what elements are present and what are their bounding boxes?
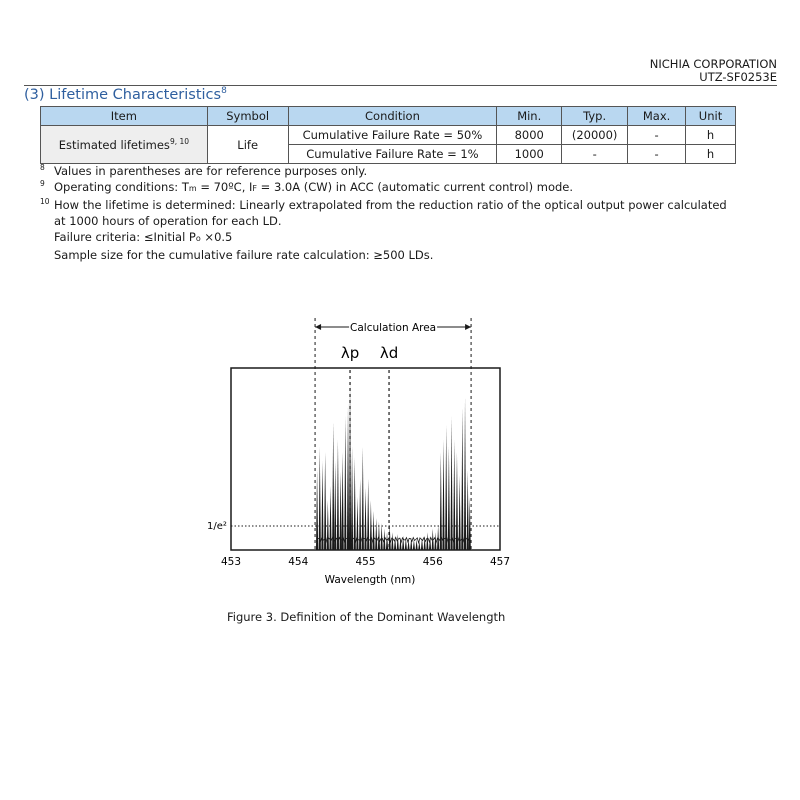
- footnote-text-start: Operating conditions: T: [54, 180, 189, 194]
- spectrum-peak: [442, 440, 444, 550]
- footnote-line-1: How the lifetime is determined: Linearly extrapolated from the reduction ratio of the optical output power calculated: [54, 198, 727, 212]
- spectrum-peak: [324, 452, 326, 550]
- footnote-text-end: = 3.0A (CW) in ACC (automatic current control) mode.: [257, 180, 574, 194]
- condition-cell: Cumulative Failure Rate = 1%: [288, 145, 497, 164]
- spectrum-peak: [351, 447, 353, 550]
- spectrum-peak: [356, 497, 358, 550]
- unit-cell: h: [686, 145, 736, 164]
- lambda-p-label: λp: [340, 344, 360, 362]
- x-tick-label: 456: [422, 556, 443, 568]
- col-header-unit: Unit: [686, 107, 736, 126]
- spectrum-peak: [386, 532, 388, 550]
- spectrum-peak: [347, 404, 349, 550]
- spectrum-peak: [469, 497, 471, 550]
- min-cell: 1000: [497, 145, 562, 164]
- spectrum-peak: [448, 447, 450, 550]
- spectrum-peak: [461, 408, 463, 550]
- col-header-item: Item: [41, 107, 208, 126]
- figure-caption: Figure 3. Definition of the Dominant Wavelength: [227, 610, 506, 624]
- footnote-text-mid: = 70ºC, I: [196, 180, 253, 194]
- company-name: NICHIA CORPORATION: [649, 57, 777, 71]
- footnote-number: 10: [40, 197, 50, 206]
- threshold-label: 1/e²: [207, 520, 227, 532]
- calc-area-arrowhead-right: [465, 324, 471, 330]
- symbol-cell: Life: [207, 126, 288, 164]
- x-axis-ticks: [221, 556, 510, 568]
- x-tick-label: 455: [355, 556, 376, 568]
- calc-area-arrowhead-left: [315, 324, 321, 330]
- spectrum-peak: [316, 470, 318, 550]
- x-tick-label: 453: [220, 556, 242, 568]
- spectrum-peak: [467, 470, 469, 550]
- footnote-line-2: at 1000 hours of operation for each LD.: [54, 214, 282, 228]
- footnote-number: 8: [40, 163, 45, 172]
- spectrum-peak: [453, 440, 455, 550]
- col-header-typ: Typ.: [562, 107, 628, 126]
- spectrum-peak: [381, 523, 383, 550]
- spectrum-peak: [370, 500, 372, 550]
- spectrum-peak: [426, 532, 428, 550]
- max-cell: -: [628, 145, 686, 164]
- spectrum-peak: [416, 539, 418, 550]
- condition-cell: Cumulative Failure Rate = 50%: [288, 126, 497, 145]
- max-cell: -: [628, 126, 686, 145]
- footnote-number: 9: [40, 179, 45, 188]
- spectrum-peak: [334, 461, 336, 550]
- sample-size-text: Sample size for the cumulative failure rate calculation: ≥500 LDs.: [54, 248, 434, 262]
- spectrum-peak: [337, 440, 339, 550]
- spectrum-peaks: [316, 381, 471, 550]
- spectrum-peak: [354, 457, 356, 550]
- spectrum-peak: [332, 422, 334, 550]
- x-tick-label: 454: [288, 556, 309, 568]
- spectrum-peak: [362, 447, 364, 550]
- x-tick-label: 457: [489, 556, 511, 568]
- spectrum-peak: [440, 452, 442, 550]
- spectrum-peak: [391, 532, 393, 550]
- item-label: Estimated lifetimes: [58, 137, 170, 152]
- current-subscript: F: [252, 184, 258, 193]
- section-title-footnote-ref: 8: [221, 86, 227, 96]
- footnote-text: Values in parentheses are for reference purposes only.: [54, 164, 368, 178]
- x-axis-label: Wavelength (nm): [324, 574, 416, 586]
- spectrum-peak: [397, 534, 399, 550]
- document-id: UTZ-SF0253E: [699, 70, 777, 84]
- min-cell: 8000: [497, 126, 562, 145]
- typ-cell: (20000): [562, 126, 628, 145]
- typ-cell: -: [562, 145, 628, 164]
- col-header-symbol: Symbol: [207, 107, 288, 126]
- spectrum-peak: [319, 447, 321, 550]
- spectrum-peak: [456, 452, 458, 550]
- spectrum-peak: [372, 511, 374, 550]
- col-header-max: Max.: [628, 107, 686, 126]
- col-header-min: Min.: [497, 107, 562, 126]
- spectrum-peak: [450, 417, 452, 551]
- spectrum-peak: [344, 417, 346, 551]
- power-subscript: o: [195, 234, 201, 243]
- spectrum-peak: [445, 425, 447, 550]
- col-header-condition: Condition: [288, 107, 497, 126]
- calc-area-label: Calculation Area: [350, 322, 437, 334]
- failure-criteria-factor: ×0.5: [200, 230, 233, 244]
- spectrum-peak: [464, 397, 466, 550]
- unit-cell: h: [686, 126, 736, 145]
- section-title-text: (3) Lifetime Characteristics: [24, 86, 222, 103]
- temp-subscript: m: [188, 184, 197, 193]
- lambda-d-label: λd: [379, 344, 399, 362]
- spectrum-peak: [375, 518, 377, 550]
- item-footnote-ref: 9, 10: [169, 137, 190, 147]
- spectrum-peak: [342, 452, 344, 550]
- failure-criteria-text: Failure criteria: ≤Initial P: [54, 230, 196, 244]
